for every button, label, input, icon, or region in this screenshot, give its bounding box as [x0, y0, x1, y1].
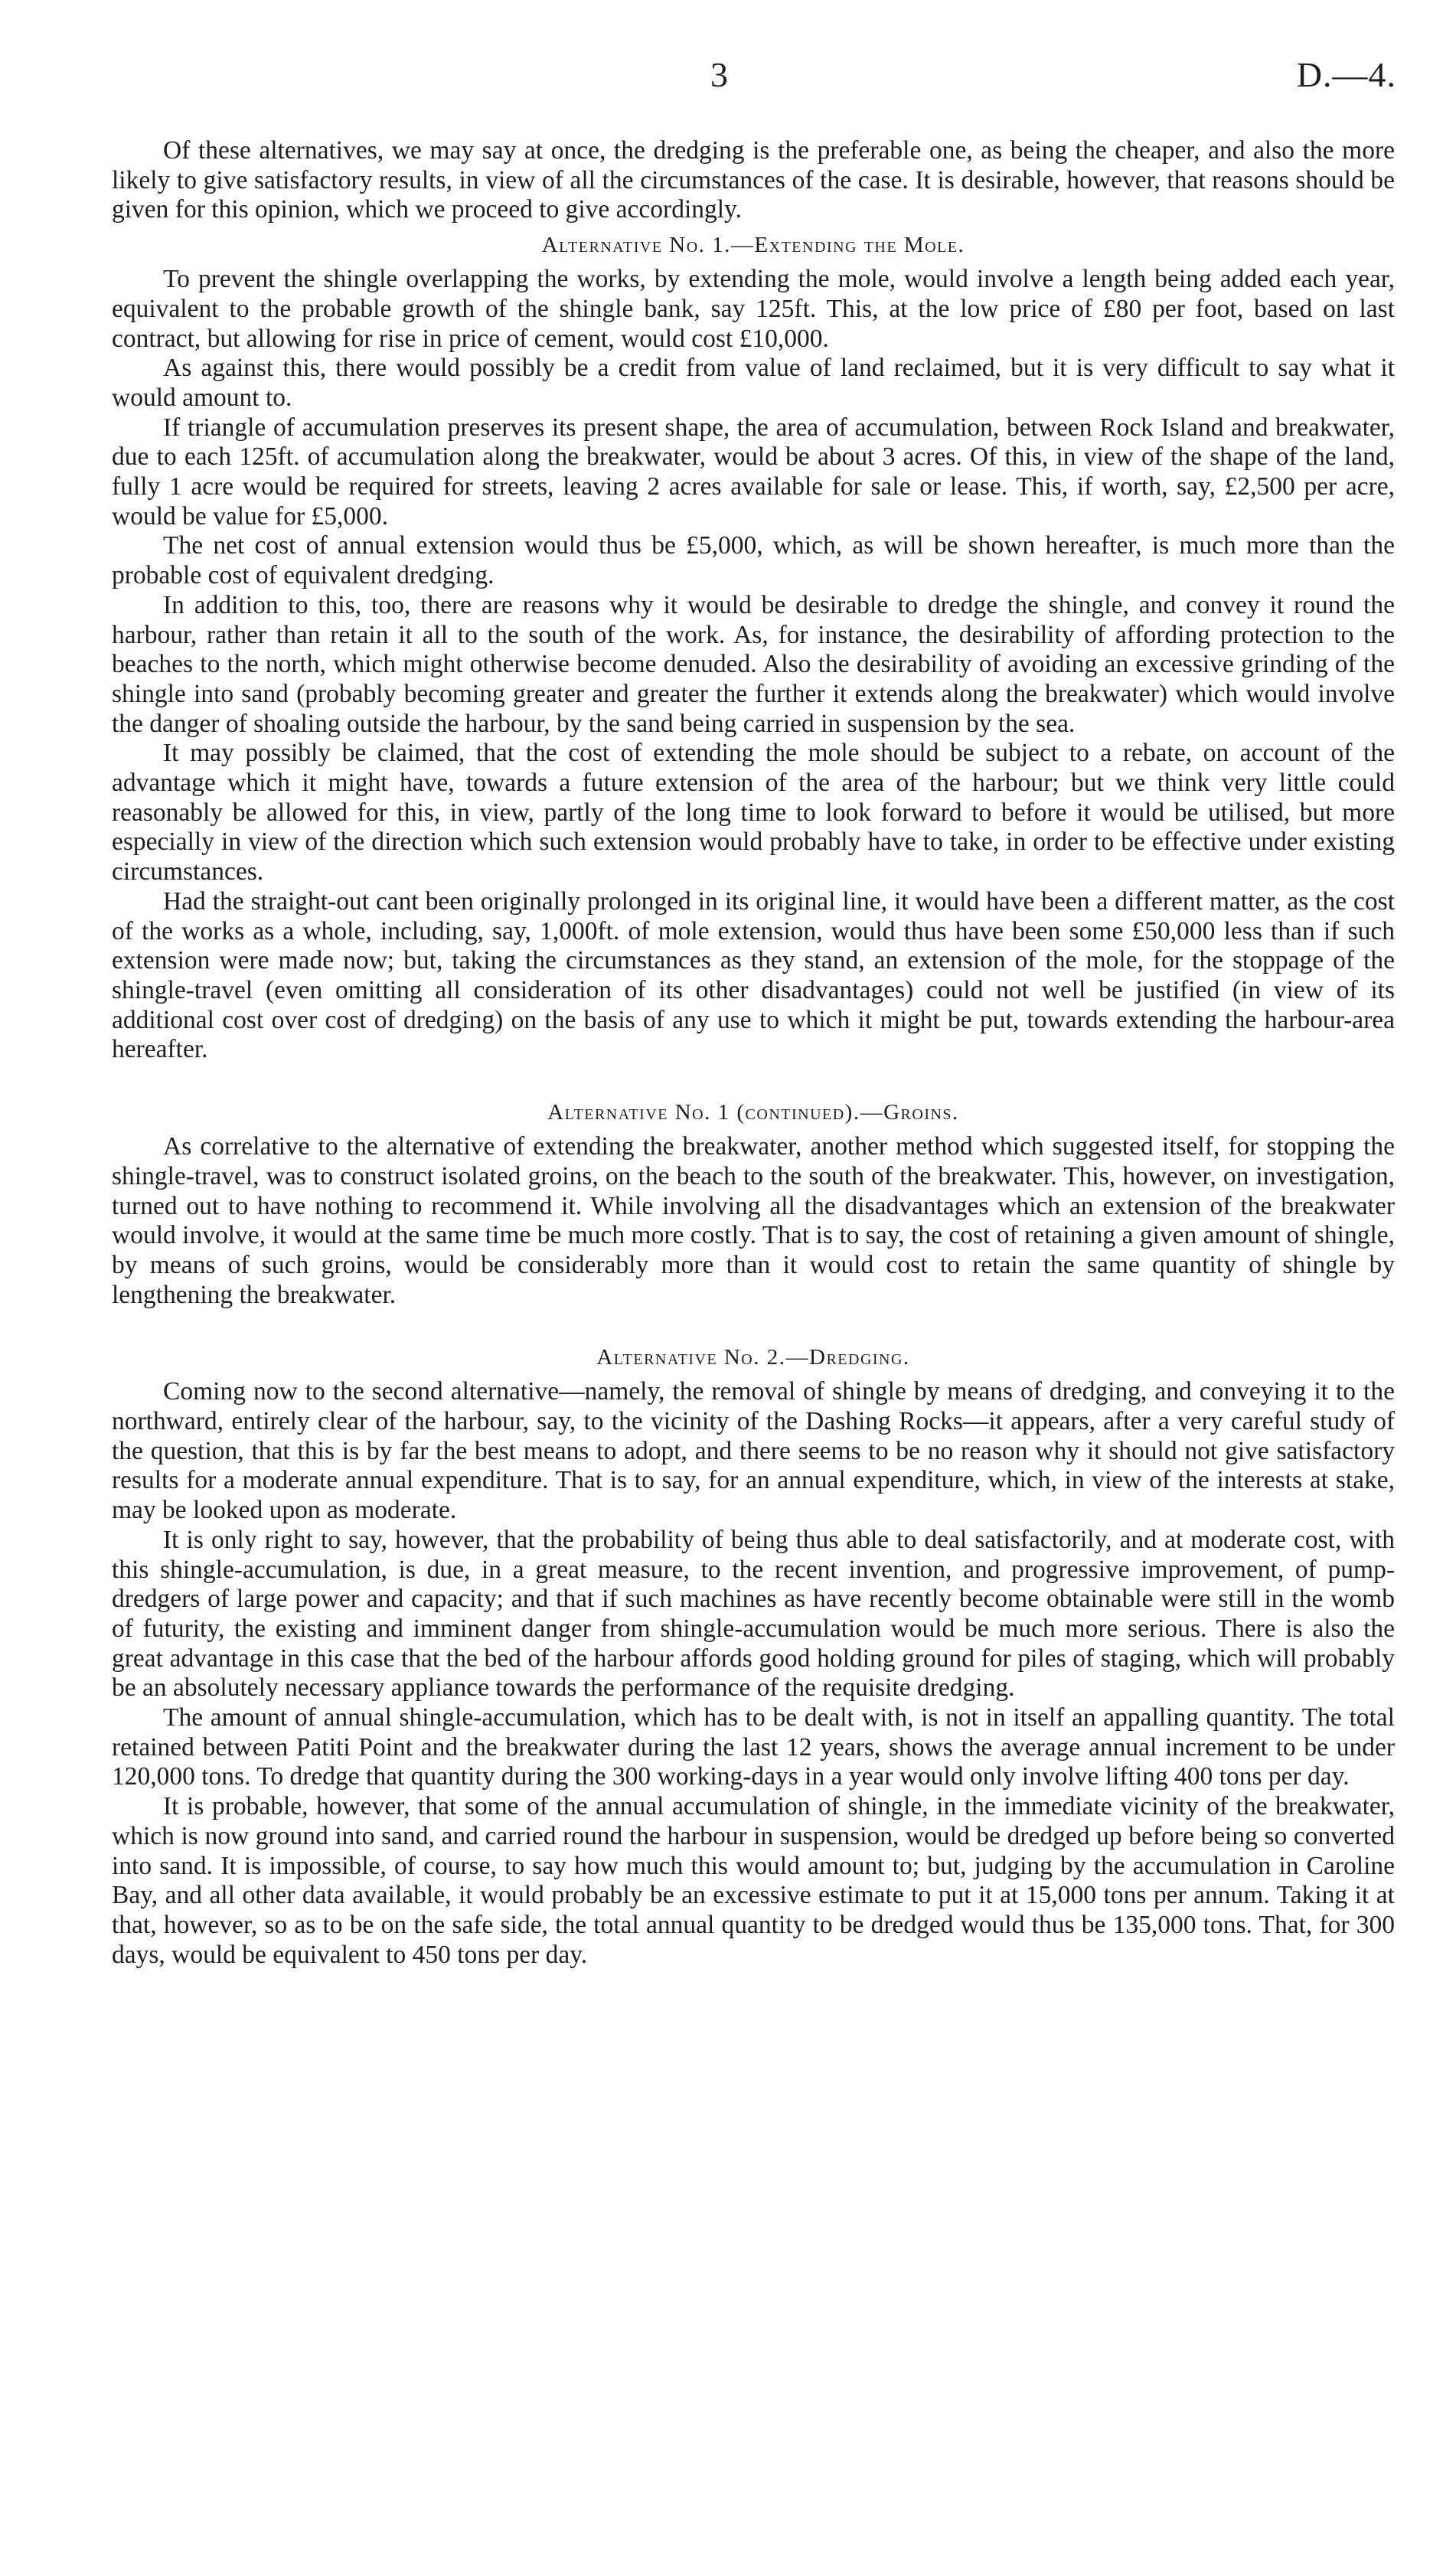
- paragraph: If triangle of accumulation preserves its present shape, the area of accumulation, between Rock Island and breakwater, due to each 125ft. of accumulation along the breakwater, would be about 3 acres. Of this, in view of the shape of the land, fully 1 acre would be required for streets, leaving 2 acres available for sale or lease. This, if worth, say, £2,500 per acre, would be value for £5,000.: [112, 413, 1395, 531]
- page-number: 3: [710, 55, 728, 94]
- paragraph: In addition to this, too, there are reasons why it would be desirable to dredge the shingle, and convey it round the harbour, rather than retain it all to the south of the work. As, for instance, the desirability of affording protection to the beaches to the north, which might otherwise become denuded. Also the desirability of avoiding an excessive grinding of the shingle into sand (probably becoming greater and greater the further it extends along the breakwater) which would involve the danger of shoaling outside the harbour, by the sand being carried in suspension by the sea.: [112, 590, 1395, 738]
- paragraph: It is only right to say, however, that the probability of being thus able to deal satisfactorily, and at moderate cost, with this shingle-accumulation, is due, in a great measure, to the recent invention, and progressive improvement, of pump-dredgers of large power and capacity; and that if such machines as have recently become obtainable were still in the womb of futurity, the existing and imminent danger from shingle-accumulation would be much more serious. There is also the great advantage in this case that the bed of the harbour affords good holding ground for piles of staging, which will probably be an absolutely necessary appliance towards the performance of the requisite dredging.: [112, 1525, 1395, 1703]
- paragraph: It is probable, however, that some of the annual accumulation of shingle, in the immediate vicinity of the breakwater, which is now ground into sand, and carried round the harbour in suspension, would be dredged up before being so converted into sand. It is impossible, of course, to say how much this would amount to; but, judging by the accumulation in Caroline Bay, and all other data available, it would probably be an excessive estimate to put it at 15,000 tons per annum. Taking it at that, however, so as to be on the safe side, the total annual quantity to be dredged would thus be 135,000 tons. That, for 300 days, would be equivalent to 450 tons per day.: [112, 1792, 1395, 1969]
- paragraph: The net cost of annual extension would thus be £5,000, which, as will be shown hereafter, is much more than the probable cost of equivalent dredging.: [112, 531, 1395, 590]
- section-heading-dredging: Alternative No. 2.—Dredging.: [596, 1345, 910, 1370]
- intro-paragraph: Of these alternatives, we may say at once, the dredging is the preferable one, as being the cheaper, and also the more likely to give satisfactory results, in view of all the circumstances of the case. It is desirable, however, that reasons should be given for this opinion, which we proceed to give accordingly.: [112, 136, 1395, 224]
- paragraph: The amount of annual shingle-accumulation, which has to be dealt with, is not in itself an appalling quantity. The total retained between Patiti Point and the breakwater during the last 12 years, shows the average annual increment to be under 120,000 tons. To dredge that quantity during the 300 working-days in a year would only involve lifting 400 tons per day.: [112, 1703, 1395, 1791]
- section-heading-groins: Alternative No. 1 (continued).—Groins.: [547, 1100, 959, 1125]
- page-header: [0, 54, 1456, 100]
- document-body: [112, 136, 1395, 1970]
- section-heading-extending-mole: Alternative No. 1.—Extending the Mole.: [541, 233, 965, 258]
- paragraph: As against this, there would possibly be a credit from value of land reclaimed, but it is very difficult to say what it would amount to.: [112, 354, 1395, 412]
- paragraph: Coming now to the second alternative—namely, the removal of shingle by means of dredging, and conveying it to the northward, entirely clear of the harbour, say, to the vicinity of the Dashing Rocks—it appears, after a very careful study of the question, that this is by far the best means to adopt, and there seems to be no reason why it should not give satisfactory results for a moderate annual expenditure. That is to say, for an annual expenditure, which, in view of the interests at stake, may be looked upon as moderate.: [112, 1377, 1395, 1525]
- paragraph: As correlative to the alternative of extending the breakwater, another method which suggested itself, for stopping the shingle-travel, was to construct isolated groins, on the beach to the south of the breakwater. This, however, on investigation, turned out to have nothing to recommend it. While involving all the disadvantages which an extension of the breakwater would involve, it would at the same time be much more costly. That is to say, the cost of retaining a given amount of shingle, by means of such groins, would be considerably more than it would cost to retain the same quantity of shingle by lengthening the breakwater.: [112, 1132, 1395, 1309]
- paragraph: It may possibly be claimed, that the cost of extending the mole should be subject to a rebate, on account of the advantage which it might have, towards a future extension of the area of the harbour; but we think very little could reasonably be allowed for this, in view, partly of the long time to look forward to before it would be utilised, but more especially in view of the direction which such extension would probably have to take, in order to be effective under existing circumstances.: [112, 739, 1395, 886]
- paragraph: To prevent the shingle overlapping the works, by extending the mole, would involve a length being added each year, equivalent to the probable growth of the shingle bank, say 125ft. This, at the low price of £80 per foot, based on last contract, but allowing for rise in price of cement, would cost £10,000.: [112, 265, 1395, 353]
- document-reference: D.—4.: [1296, 55, 1396, 94]
- paragraph: Had the straight-out cant been originally prolonged in its original line, it would have been a different matter, as the cost of the works as a whole, including, say, 1,000ft. of mole extension, would thus have been some £50,000 less than if such extension were made now; but, taking the circumstances as they stand, an extension of the mole, for the stoppage of the shingle-travel (even omitting all consideration of its other disadvantages) could not well be justified (in view of its additional cost over cost of dredging) on the basis of any use to which it might be put, towards extending the harbour-area hereafter.: [112, 886, 1395, 1064]
